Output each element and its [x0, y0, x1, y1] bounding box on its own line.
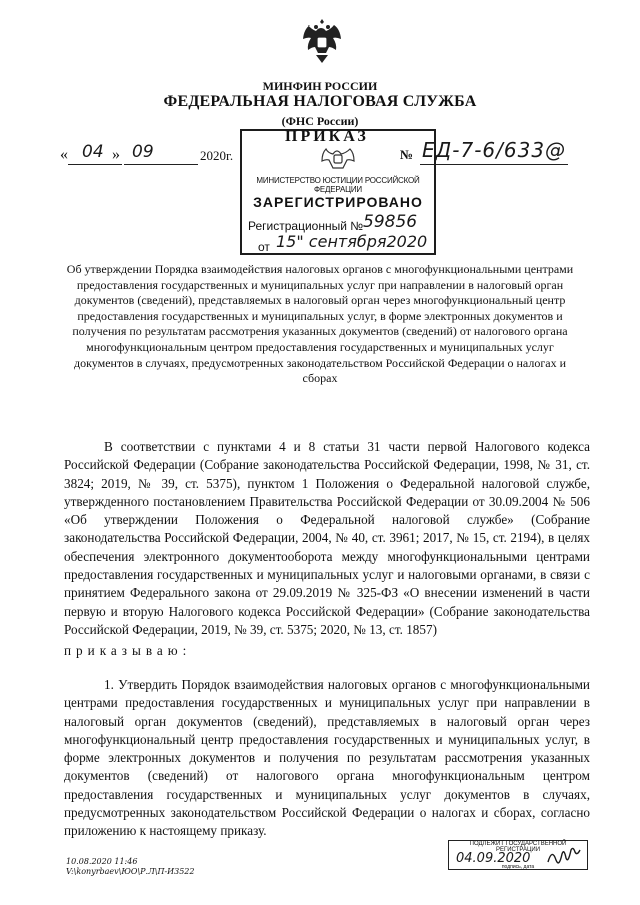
- signature-stamp-date: 04.09.2020: [456, 851, 531, 866]
- stamp-registered: ЗАРЕГИСТРИРОВАНО: [253, 194, 423, 210]
- stamp-emblem-icon: [318, 137, 358, 177]
- order-number: ЕД-7-6/633@: [422, 138, 567, 162]
- footer-file-reference: V:\konyrbaev\ЮО\Р.Л\П-И3522: [66, 867, 195, 876]
- order-subject: Об утверждении Порядка взаимодействия налоговых органов с многофункциональными центрами предоставления государственных и муниципальных услуг при направлении в налоговый орган документов (сведений), представляемых в налоговый орган через многофункциональный центр предоставления государственных и муниципальных услуг, в форме электронных документов и получения по результатам рассмотрения указанных документов (сведений) от налогового органа многофункциональным центром предоставления государственных и муниципальных услуг документов в случаях, предусмотренных законодательством Российской Федерации о налогах и сборах: [66, 262, 574, 386]
- footer-date: 10.08.2020 11:46: [66, 857, 138, 866]
- order-title: ПРИКАЗ: [285, 128, 369, 145]
- stamp-registration-date: 15" сентября2020: [276, 232, 428, 251]
- order-day: 04: [82, 142, 104, 162]
- stamp-registration-label: Регистрационный №: [248, 219, 364, 233]
- stamp-from-label: от: [258, 240, 270, 254]
- number-sign: №: [400, 147, 414, 162]
- basis-paragraph: В соответствии с пунктами 4 и 8 статьи 31 части первой Налогового кодекса Российской Федерации (Собрание законодательства Российской Федерации, 1998, № 31, ст. 3824; 2019, № 39, ст. 5375), пунктом 1 Положения о Федеральной налоговой службе, утвержденного постановлением Правительства Российской Федерации от 30.09.2004 № 506 «Об утверждении Положения о Федеральной налоговой службе» (Собрание законодательства Российской Федерации, 2004, № 40, ст. 3961; 2017, № 15, ст. 2194), в целях обеспечения электронного документооборота между многофункциональными центрами предоставления государственных и муниципальных услуг и налоговыми органами, в связи с принятием Федерального закона от 29.09.2019 № 325-ФЗ «О внесении изменений в части первую и вторую Налогового кодекса Российской Федерации» (Собрание законодательства Российской Федерации, 2019, № 39, ст. 5375; 2020, № 13, ст. 1857): [64, 439, 590, 637]
- day-underline: [68, 164, 122, 165]
- item-1-paragraph: 1. Утвердить Порядок взаимодействия налоговых органов с многофункциональными центрами предоставления государственных и муниципальных услуг при направлении в налоговый орган документов (сведений), представляемых в налоговый орган через многофункциональный центр предоставления государственных и муниципальных услуг, в форме электронных документов и получения по результатам рассмотрения указанных документов (сведений) от налогового органа многофункциональным центром предоставления государственных и муниципальных услуг документов в случаях, предусмотренных законодательством Российской Федерации о налогах и сборах, согласно приложению к настоящему приказу.: [64, 677, 590, 839]
- signature-stamp-label: ПОДЛЕЖИТ ГОСУДАРСТВЕННОЙ РЕГИСТРАЦИИ: [469, 841, 567, 853]
- order-year: 2020г.: [200, 148, 234, 163]
- service-name: ФЕДЕРАЛЬНАЯ НАЛОГОВАЯ СЛУЖБА: [163, 93, 477, 110]
- order-month: 09: [132, 142, 154, 162]
- service-abbreviation: (ФНС России): [281, 114, 359, 128]
- stamp-ministry: МИНИСТЕРСТВО ЮСТИЦИИ РОССИЙСКОЙ ФЕДЕРАЦИИ: [256, 176, 420, 194]
- directive: приказываю:: [64, 643, 192, 658]
- signature-stamp-bottom: подпись, дата: [501, 864, 535, 870]
- date-quote-open: «: [60, 146, 68, 163]
- emblem-icon: [300, 15, 344, 67]
- ministry-name: МИНФИН РОССИИ: [262, 79, 378, 93]
- date-quote-close: »: [112, 146, 120, 163]
- number-underline: [420, 164, 568, 165]
- month-underline: [124, 164, 198, 165]
- stamp-registration-number: 59856: [363, 212, 418, 232]
